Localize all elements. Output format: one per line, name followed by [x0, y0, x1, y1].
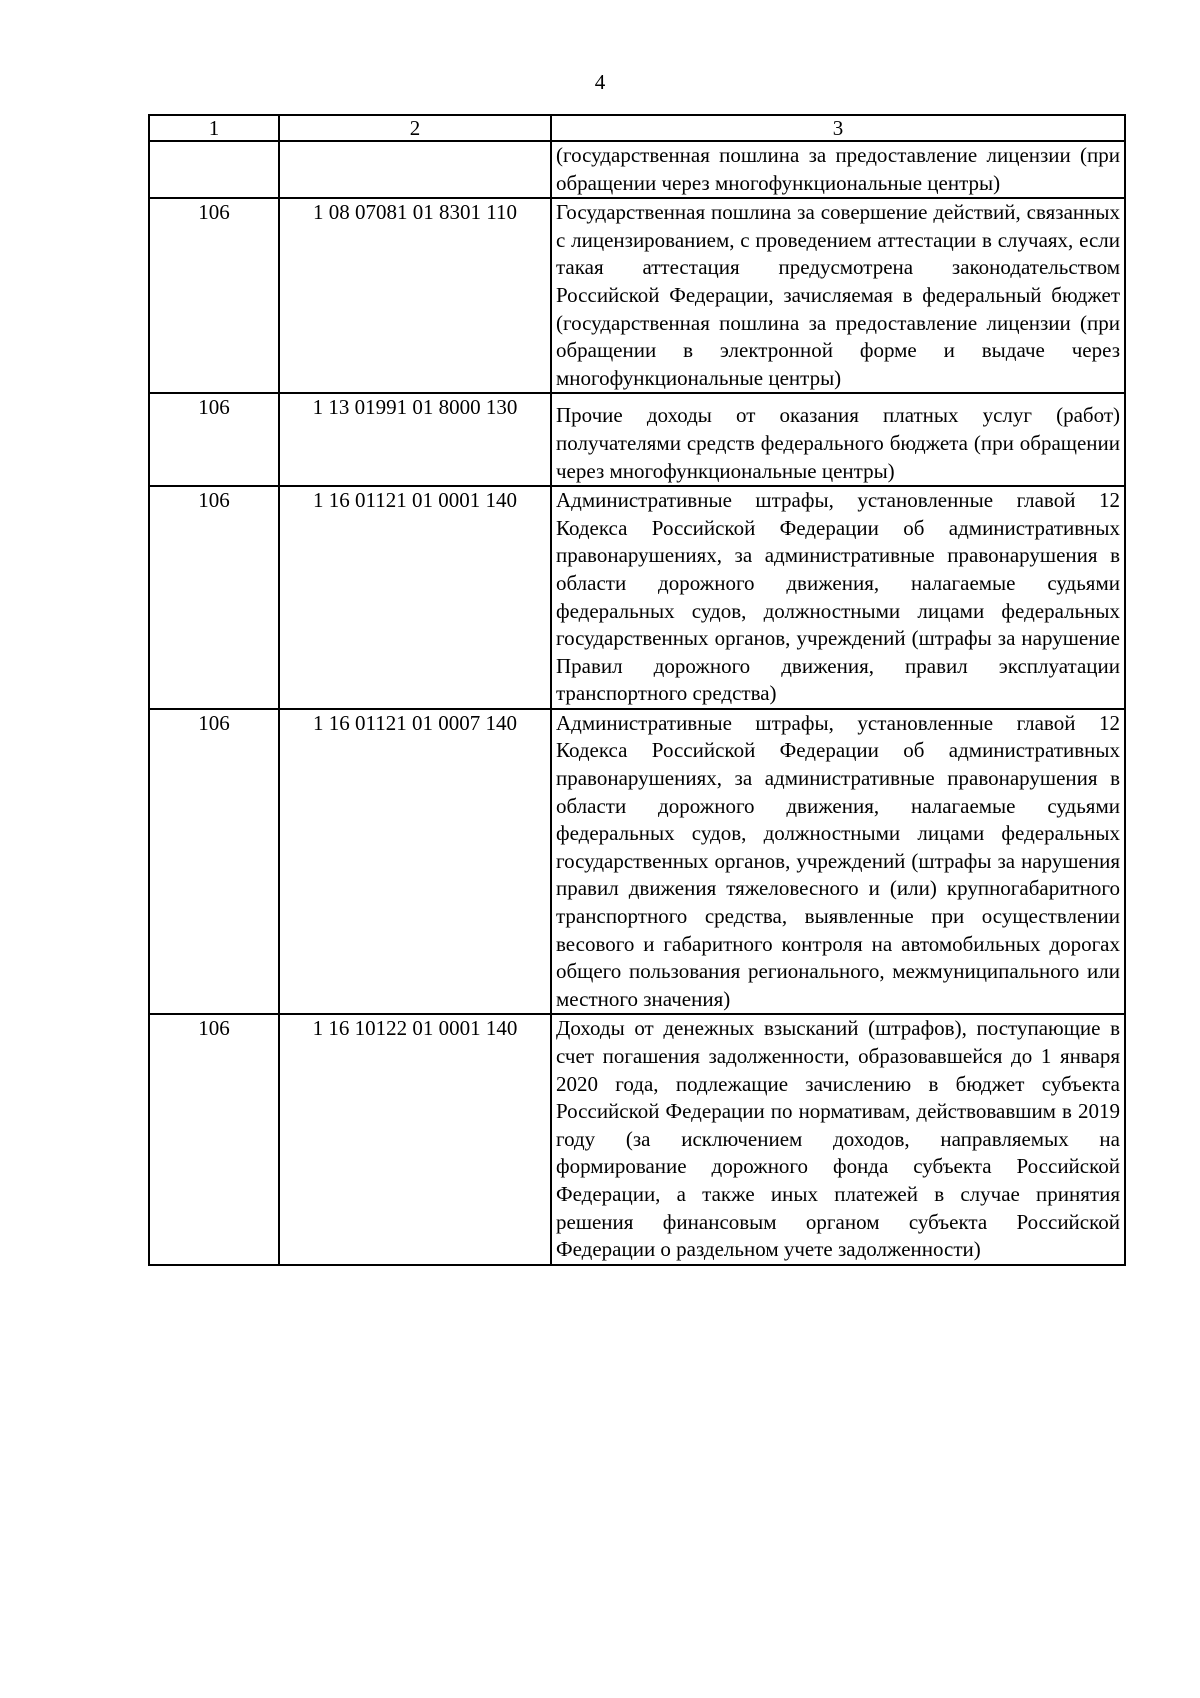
admin-code-cell: 106 — [149, 486, 279, 709]
table-row — [149, 1014, 1125, 1264]
admin-code-cell — [149, 141, 279, 198]
admin-code-cell: 106 — [149, 709, 279, 1015]
budget-code-cell: 1 16 01121 01 0007 140 — [279, 709, 551, 1015]
budget-code-cell — [279, 141, 551, 198]
budget-code-cell: 1 16 01121 01 0001 140 — [279, 486, 551, 709]
table-row — [149, 393, 1125, 486]
table-header-row — [149, 115, 1125, 141]
budget-code-cell: 1 16 10122 01 0001 140 — [279, 1014, 551, 1264]
page-number: 4 — [594, 70, 606, 94]
description-cell: Государственная пошлина за совершение действий, связанных с лицензированием, с проведением аттестации в случаях, если такая аттестация предусмотрена законодательством Российской Федерации, зачисляемая в федеральный бюджет (государственная пошлина за предоставление лицензии (при обращении в электронной форме и выдаче через многофункциональные центры) — [551, 198, 1125, 393]
description-cell: Административные штрафы, установленные главой 12 Кодекса Российской Федерации об административных правонарушениях, за административные правонарушения в области дорожного движения, налагаемые судьями федеральных судов, должностными лицами федеральных государственных органов, учреждений (штрафы за нарушение Правил дорожного движения, правил эксплуатации транспортного средства) — [551, 486, 1125, 709]
description-cell: (государственная пошлина за предоставление лицензии (при обращении через многофункциональные центры) — [551, 141, 1125, 198]
column-header-1: 1 — [149, 115, 279, 141]
table-row — [149, 198, 1125, 393]
description-cell: Доходы от денежных взысканий (штрафов), поступающие в счет погашения задолженности, образовавшейся до 1 января 2020 года, подлежащие зачислению в бюджет субъекта Российской Федерации по нормативам, действовавшим в 2019 году (за исключением доходов, направляемых на формирование дорожного фонда субъекта Российской Федерации, а также иных платежей в случае принятия решения финансовым органом субъекта Российской Федерации о раздельном учете задолженности) — [551, 1014, 1125, 1264]
budget-code-cell: 1 13 01991 01 8000 130 — [279, 393, 551, 486]
budget-codes-table — [148, 114, 1126, 1266]
table-row — [149, 486, 1125, 709]
table-row — [149, 709, 1125, 1015]
admin-code-cell: 106 — [149, 198, 279, 393]
admin-code-cell: 106 — [149, 1014, 279, 1264]
table-row — [149, 141, 1125, 198]
admin-code-cell: 106 — [149, 393, 279, 486]
description-cell: Прочие доходы от оказания платных услуг (работ) получателями средств федерального бюджета (при обращении через многофункциональные центры) — [551, 393, 1125, 486]
column-header-3: 3 — [551, 115, 1125, 141]
description-cell: Административные штрафы, установленные главой 12 Кодекса Российской Федерации об административных правонарушениях, за административные правонарушения в области дорожного движения, налагаемые судьями федеральных судов, должностными лицами федеральных государственных органов, учреждений (штрафы за нарушения правил движения тяжеловесного и (или) крупногабаритного транспортного средства, выявленные при осуществлении весового и габаритного контроля на автомобильных дорогах общего пользования регионального, межмуниципального или местного значения) — [551, 709, 1125, 1015]
column-header-2: 2 — [279, 115, 551, 141]
budget-code-cell: 1 08 07081 01 8301 110 — [279, 198, 551, 393]
